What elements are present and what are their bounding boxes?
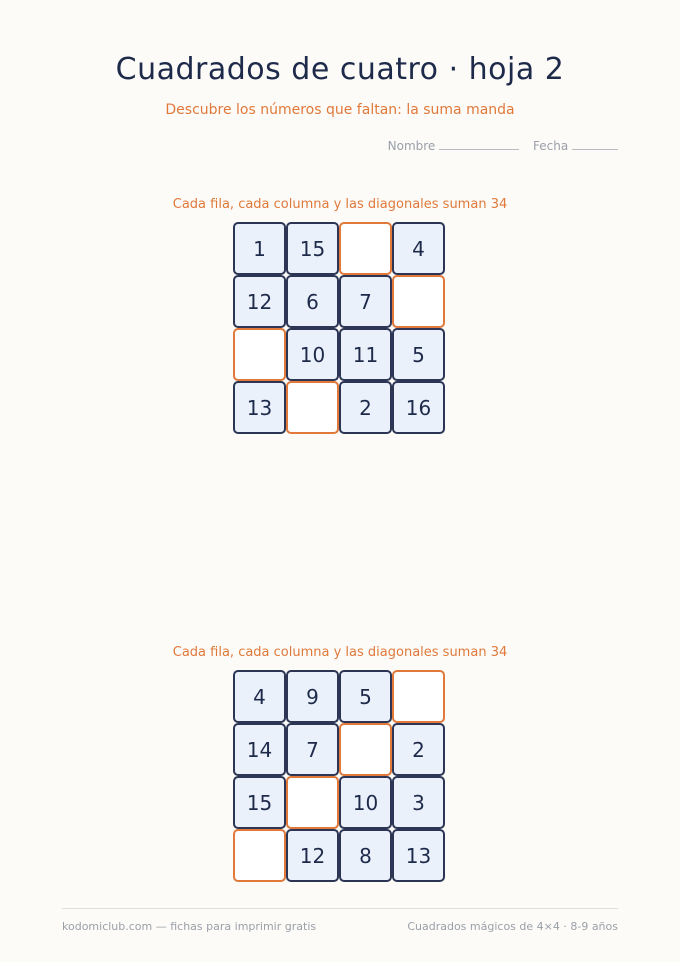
footer-site-credit: kodomiclub.com — fichas para imprimir gratis [62,920,317,933]
blank-answer-cell[interactable] [339,723,392,776]
number-cell: 1 [233,222,286,275]
number-cell: 14 [233,723,286,776]
number-cell: 13 [392,829,445,882]
number-cell: 12 [233,275,286,328]
number-cell: 10 [339,776,392,829]
blank-answer-cell[interactable] [286,381,339,434]
number-cell: 8 [339,829,392,882]
number-cell: 9 [286,670,339,723]
date-label: Fecha [532,139,569,153]
number-cell: 2 [392,723,445,776]
number-cell: 10 [286,328,339,381]
magic-square-grid [233,222,445,434]
magic-square-grid [233,670,445,882]
number-cell: 5 [339,670,392,723]
blank-answer-cell[interactable] [286,776,339,829]
name-date-fields [388,139,618,153]
number-cell: 3 [392,776,445,829]
name-label: Nombre [387,139,436,153]
date-blank-line[interactable] [572,149,618,150]
blank-answer-cell[interactable] [339,222,392,275]
page-subtitle: Descubre los números que faltan: la suma manda [165,102,515,118]
puzzle-instruction: Cada fila, cada columna y las diagonales suman 34 [172,197,508,212]
footer-divider [62,908,618,909]
number-cell: 16 [392,381,445,434]
number-cell: 7 [286,723,339,776]
puzzle-instruction: Cada fila, cada columna y las diagonales suman 34 [172,645,508,660]
page-title: Cuadrados de cuatro · hoja 2 [115,52,565,87]
blank-answer-cell[interactable] [233,328,286,381]
number-cell: 13 [233,381,286,434]
number-cell: 6 [286,275,339,328]
number-cell: 2 [339,381,392,434]
number-cell: 4 [392,222,445,275]
number-cell: 15 [233,776,286,829]
number-cell: 15 [286,222,339,275]
blank-answer-cell[interactable] [233,829,286,882]
number-cell: 11 [339,328,392,381]
number-cell: 7 [339,275,392,328]
number-cell: 12 [286,829,339,882]
number-cell: 5 [392,328,445,381]
footer-worksheet-info: Cuadrados mágicos de 4×4 · 8-9 años [407,920,618,933]
blank-answer-cell[interactable] [392,275,445,328]
name-blank-line[interactable] [439,149,519,150]
number-cell: 4 [233,670,286,723]
blank-answer-cell[interactable] [392,670,445,723]
